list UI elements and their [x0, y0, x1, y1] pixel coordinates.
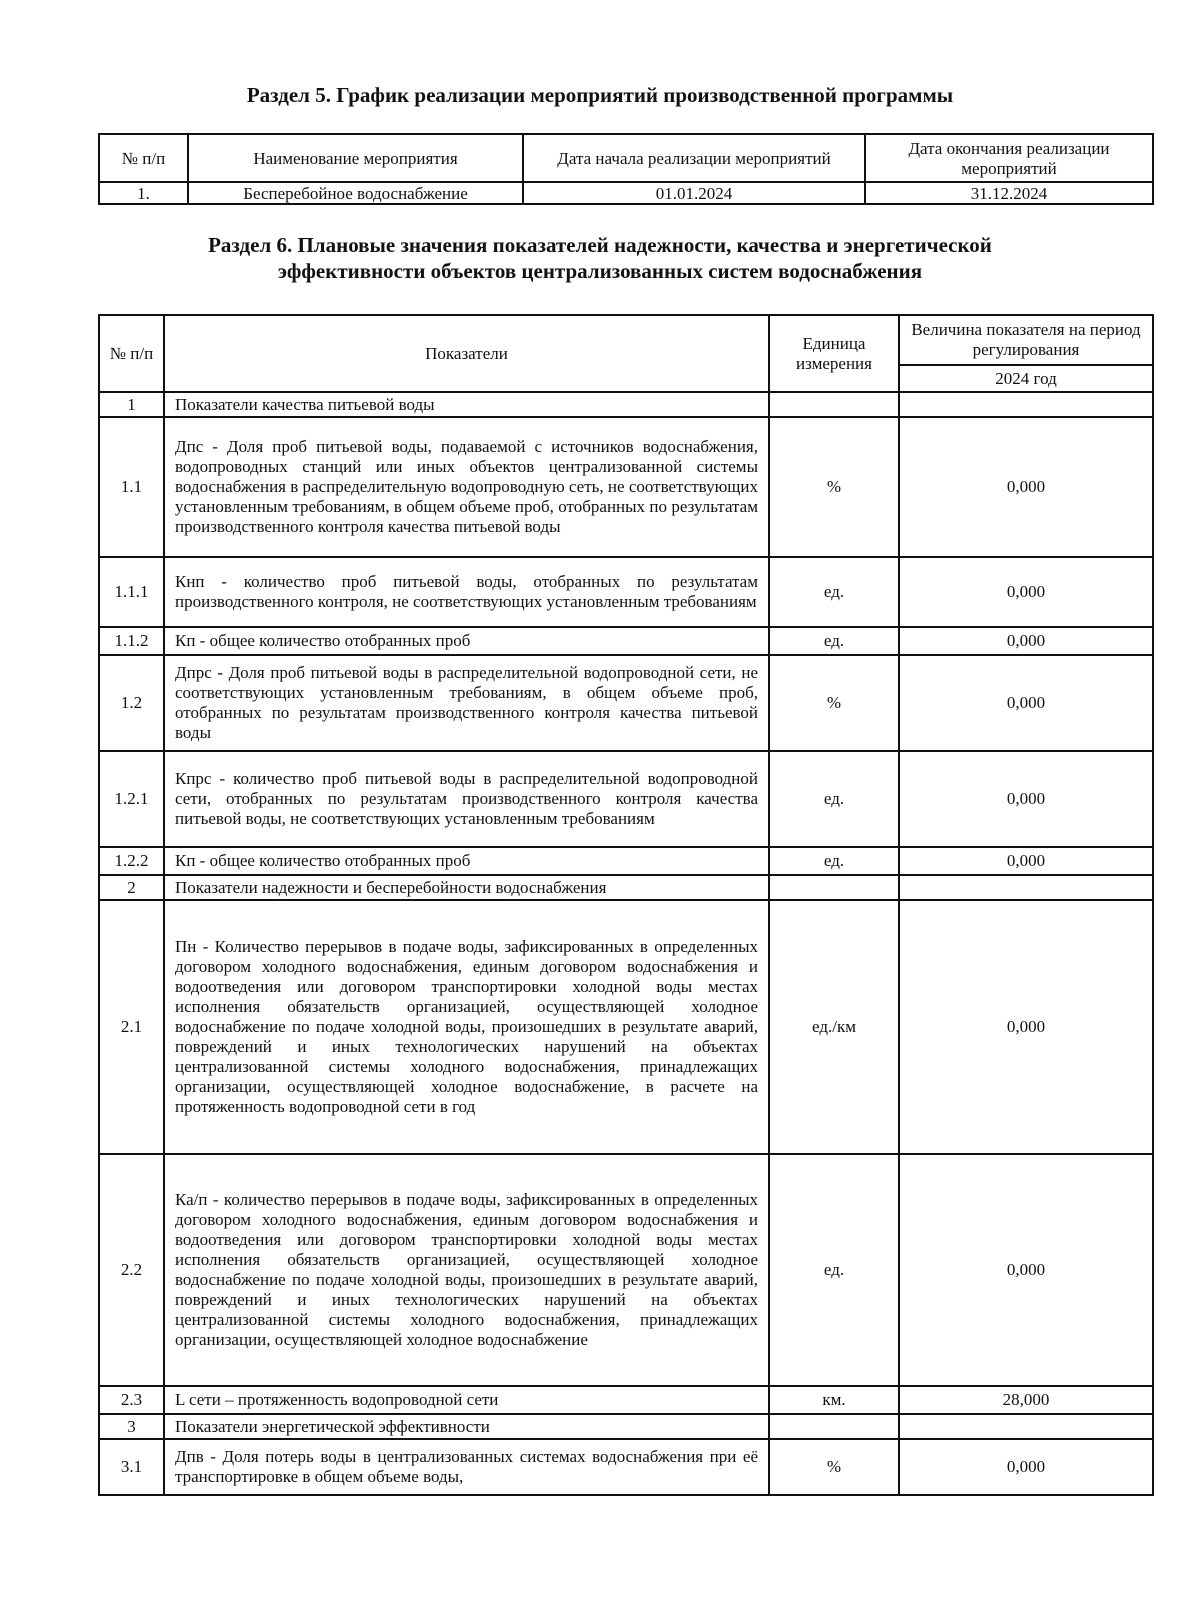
row-number: 1.1	[99, 417, 164, 557]
table-row	[99, 1386, 1153, 1414]
table-row	[99, 847, 1153, 875]
column-header: № п/п	[99, 134, 188, 182]
indicators-header-row	[99, 315, 1153, 365]
row-unit: ед.	[769, 847, 899, 875]
row-value: 0,000	[899, 1154, 1153, 1386]
row-number: 2.3	[99, 1386, 164, 1414]
schedule-header-row	[99, 134, 1153, 182]
row-unit: ед.	[769, 627, 899, 655]
table-row	[99, 417, 1153, 557]
row-number: 1.2.1	[99, 751, 164, 847]
section-row	[99, 392, 1153, 417]
row-number: 2.2	[99, 1154, 164, 1386]
row-text: Показатели энергетической эффективности	[164, 1414, 769, 1439]
row-number: 1.	[99, 182, 188, 204]
row-text: Кп - общее количество отобранных проб	[164, 847, 769, 875]
row-value: 0,000	[899, 655, 1153, 751]
row-text: Кпрс - количество проб питьевой воды в распределительной водопроводной сети, отобранных по результатам производственного контроля качества питьевой воды, не соответствующих установленным требованиям	[164, 751, 769, 847]
row-value: 0,000	[899, 557, 1153, 627]
row-unit: %	[769, 655, 899, 751]
column-header-indicators: Показатели	[164, 315, 769, 392]
table-row	[99, 655, 1153, 751]
end-date: 31.12.2024	[865, 182, 1153, 204]
column-header-year: 2024 год	[899, 365, 1153, 392]
table-row	[99, 1439, 1153, 1495]
table-row	[99, 182, 1153, 204]
row-value	[899, 1414, 1153, 1439]
row-value: 0,000	[899, 900, 1153, 1154]
row-unit	[769, 392, 899, 417]
row-number: 1.1.1	[99, 557, 164, 627]
table-row	[99, 557, 1153, 627]
column-header: Дата начала реализации мероприятий	[523, 134, 865, 182]
row-text: Дпрс - Доля проб питьевой воды в распределительной водопроводной сети, не соответствующих установленным требованиям, в общем объеме проб, отобранных по результатам производственного контроля качества питьевой воды	[164, 655, 769, 751]
row-unit: ед.	[769, 751, 899, 847]
row-unit: км.	[769, 1386, 899, 1414]
row-text: Показатели надежности и бесперебойности водоснабжения	[164, 875, 769, 900]
row-number: 1.1.2	[99, 627, 164, 655]
row-text: Пн - Количество перерывов в подаче воды, зафиксированных в определенных договором холодного водоснабжения, единым договором водоснабжения и водоотведения или договором транспортировки холодной воды местах исполнения обязательств организацией, осуществляющей холодное водоснабжение по подаче холодной воды, произошедших в результате аварий, повреждений и иных технологических нарушений на объектах централизованной системы холодного водоснабжения, принадлежащих организации, осуществляющей холодное водоснабжение, в расчете на протяженность водопроводной сети в год	[164, 900, 769, 1154]
column-header: Наименование мероприятия	[188, 134, 523, 182]
row-number: 2.1	[99, 900, 164, 1154]
section-6-title	[0, 232, 1200, 284]
section-6-title-line-1: Раздел 6. Плановые значения показателей надежности, качества и энергетической	[208, 233, 992, 257]
row-number: 3	[99, 1414, 164, 1439]
table-row	[99, 627, 1153, 655]
row-value: 0,000	[899, 417, 1153, 557]
row-number: 1.2	[99, 655, 164, 751]
row-value: 0,000	[899, 627, 1153, 655]
column-header-unit: Единица измерения	[769, 315, 899, 392]
section-5-title: Раздел 5. График реализации мероприятий производственной программы	[246, 83, 954, 107]
table-row	[99, 751, 1153, 847]
row-value: 0,000	[899, 847, 1153, 875]
row-text: Кнп - количество проб питьевой воды, отобранных по результатам производственного контроля, не соответствующих установленным требованиям	[164, 557, 769, 627]
row-unit	[769, 1414, 899, 1439]
row-value	[899, 392, 1153, 417]
row-unit	[769, 875, 899, 900]
row-value: 28,000	[899, 1386, 1153, 1414]
row-text: Дпс - Доля проб питьевой воды, подаваемой с источников водоснабжения, водопроводных станций или иных объектов централизованной системы водоснабжения в распределительную водопроводную сеть, не соответствующих установленным требованиям, в общем объеме проб, отобранных по результатам производственного контроля качества питьевой воды	[164, 417, 769, 557]
column-header-num: № п/п	[99, 315, 164, 392]
row-unit: ед.	[769, 557, 899, 627]
table-row	[99, 1154, 1153, 1386]
activity-name: Бесперебойное водоснабжение	[188, 182, 523, 204]
row-text: Кп - общее количество отобранных проб	[164, 627, 769, 655]
row-number: 1.2.2	[99, 847, 164, 875]
row-value	[899, 875, 1153, 900]
row-unit: ед.	[769, 1154, 899, 1386]
row-text: Показатели качества питьевой воды	[164, 392, 769, 417]
indicators-table	[98, 314, 1154, 1496]
row-unit: ед./км	[769, 900, 899, 1154]
section-row	[99, 1414, 1153, 1439]
row-number: 3.1	[99, 1439, 164, 1495]
row-text: L сети – протяженность водопроводной сети	[164, 1386, 769, 1414]
table-row	[99, 900, 1153, 1154]
section-row	[99, 875, 1153, 900]
schedule-table	[98, 133, 1154, 205]
row-value: 0,000	[899, 1439, 1153, 1495]
section-6-title-line-2: эффективности объектов централизованных систем водоснабжения	[277, 259, 923, 283]
column-header: Дата окончания реализации мероприятий	[865, 134, 1153, 182]
row-number: 2	[99, 875, 164, 900]
row-text: Ка/п - количество перерывов в подаче воды, зафиксированных в определенных договором холодного водоснабжения, единым договором водоснабжения и водоотведения или договором транспортировки холодной воды местах исполнения обязательств организацией, осуществляющей холодное водоснабжение по подаче холодной воды, произошедших в результате аварий, повреждений и иных технологических нарушений на объектах централизованной системы холодного водоснабжения, принадлежащих организации, осуществляющей холодное водоснабжение	[164, 1154, 769, 1386]
row-text: Дпв - Доля потерь воды в централизованных системах водоснабжения при её транспортировке в общем объеме воды,	[164, 1439, 769, 1495]
row-value: 0,000	[899, 751, 1153, 847]
row-unit: %	[769, 1439, 899, 1495]
row-unit: %	[769, 417, 899, 557]
start-date: 01.01.2024	[523, 182, 865, 204]
row-number: 1	[99, 392, 164, 417]
column-header-value: Величина показателя на период регулирования	[899, 315, 1153, 365]
